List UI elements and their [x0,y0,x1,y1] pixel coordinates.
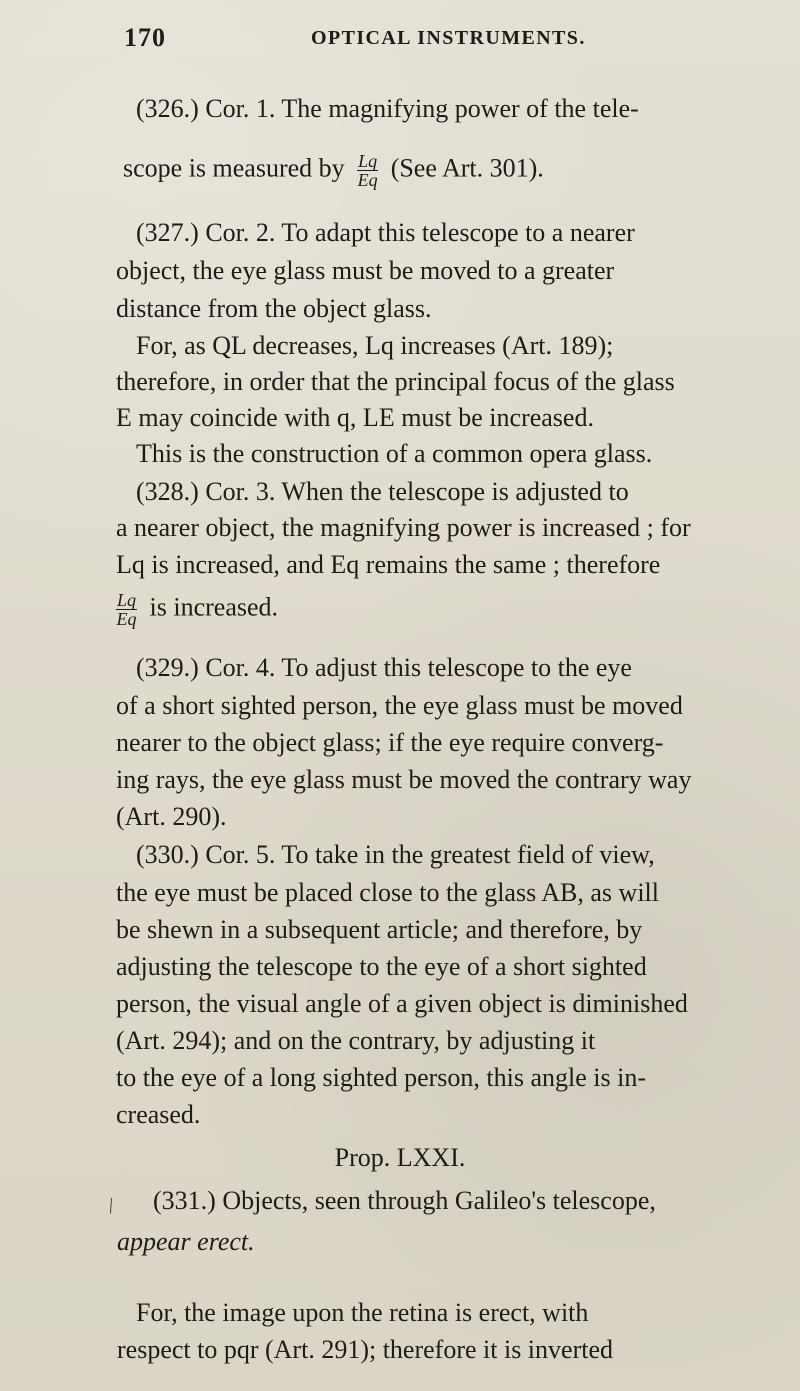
p329-line4: ing rays, the eye glass must be moved the contrary way [116,765,692,794]
p330-line5: person, the visual angle of a given object is diminished [116,989,688,1018]
p327-line4: For, as QL decreases, Lq increases (Art. 189); [136,331,614,360]
p326-line1: (326.) Cor. 1. The magnifying power of the tele- [136,94,639,123]
p327-line7: This is the construction of a common opera glass. [136,439,653,468]
p326-line2-end: (See Art. 301). [390,153,544,183]
running-title: OPTICAL INSTRUMENTS. [311,26,586,49]
page-number: 170 [124,23,166,52]
page-header [124,18,744,58]
p329-line1: (329.) Cor. 4. To adjust this telescope to the eye [136,653,632,682]
p327-line3: distance from the object glass. [116,294,432,323]
p327-line1: (327.) Cor. 2. To adapt this telescope to a nearer [136,218,635,247]
p330-line3: be shewn in a subsequent article; and therefore, by [116,915,643,944]
p330-line4: adjusting the telescope to the eye of a short sighted [116,952,647,981]
p327-line5: therefore, in order that the principal focus of the glass [116,367,675,396]
p330-line2: the eye must be placed close to the glass AB, as will [116,878,659,907]
p331-line1-text: (331.) Objects, seen through Galileo's telescope, [153,1186,656,1215]
p328-line4 [116,590,279,630]
p328-line3: Lq is increased, and Eq remains the same ; therefore [116,550,661,579]
p328-fraction-top: Lq [117,590,137,610]
p330-line7: to the eye of a long sighted person, this angle is in- [116,1063,647,1092]
p330-line6: (Art. 294); and on the contrary, by adjusting it [116,1026,596,1055]
margin-mark: / [104,1192,118,1219]
p331-line4: respect to pqr (Art. 291); therefore it is inverted [117,1335,613,1364]
p329-line2: of a short sighted person, the eye glass must be moved [116,691,683,720]
p326-line2-start: scope is measured by [123,153,345,183]
p328-line4-end: is increased. [149,592,279,622]
p328-line1: (328.) Cor. 3. When the telescope is adjusted to [136,477,629,506]
p329-line5: (Art. 290). [116,802,227,831]
p331-line1 [153,1188,656,1214]
p329-line3: nearer to the object glass; if the eye require converg- [116,728,664,757]
proposition-heading: Prop. LXXI. [334,1143,466,1172]
p328-fraction [116,590,137,630]
p331-line3: For, the image upon the retina is erect, with [136,1298,589,1327]
p326-fraction-bottom: Eq [357,170,378,191]
p328-fraction-bottom: Eq [116,609,137,630]
p327-line2: object, the eye glass must be moved to a greater [116,256,615,285]
p326-fraction [357,151,378,191]
p330-line8: creased. [116,1100,201,1129]
p327-line6: E may coincide with q, LE must be increased. [116,403,594,432]
p326-line2 [123,151,544,191]
p328-line2: a nearer object, the magnifying power is increased ; for [116,513,691,542]
p326-fraction-top: Lq [358,151,378,171]
p331-line2: appear erect. [117,1227,255,1256]
p330-line1: (330.) Cor. 5. To take in the greatest field of view, [136,840,655,869]
